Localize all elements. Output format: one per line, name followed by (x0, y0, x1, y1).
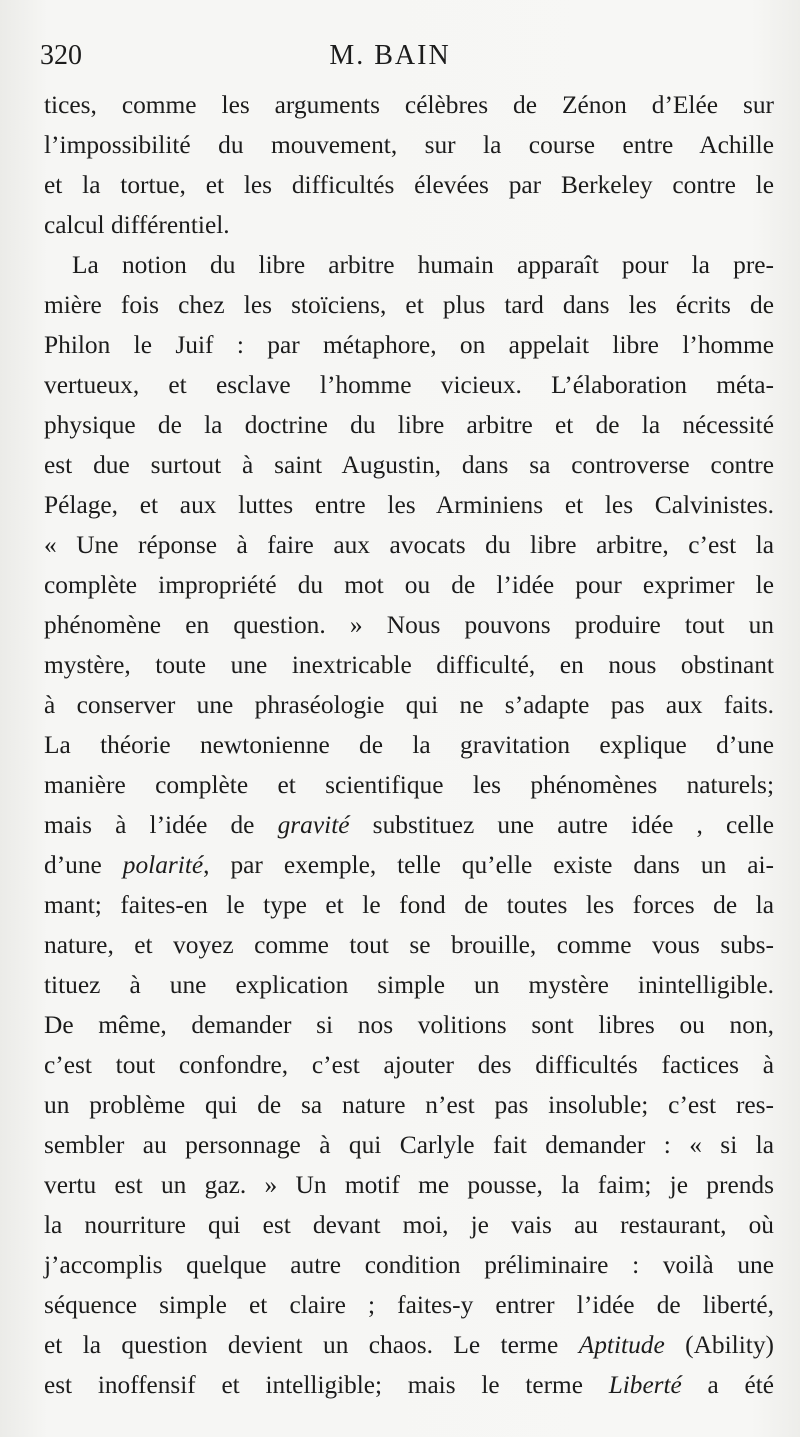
page-number: 320 (40, 40, 82, 71)
text-line (44, 1325, 774, 1365)
text-line: La théorie newtonienne de la gravitation explique d’une (44, 731, 774, 759)
italic-word: gravité (277, 811, 350, 839)
text-line: complète impropriété du mot ou de l’idée pour exprimer le (44, 571, 774, 599)
text-line (44, 1365, 774, 1405)
text-line (44, 805, 774, 845)
text-line: l’impossibilité du mouvement, sur la course entre Achille (44, 131, 774, 159)
text-line: tices, comme les arguments célèbres de Zénon d’Elée sur (44, 91, 774, 119)
text-line: c’est tout confondre, c’est ajouter des difficultés factices à (44, 1051, 774, 1079)
text-line: est due surtout à saint Augustin, dans sa controverse contre (44, 451, 774, 479)
text-line: mystère, toute une inextricable difficulté, en nous obstinant (44, 651, 774, 679)
text-segment: , par exemple, telle qu’elle existe dans un ai- (203, 851, 774, 879)
italic-word: polarité (122, 851, 204, 879)
text-line: un problème qui de sa nature n’est pas insoluble; c’est res- (44, 1091, 774, 1119)
text-segment: (Ability) (664, 1331, 774, 1359)
text-segment: d’une (44, 851, 123, 879)
italic-word: Aptitude (578, 1331, 665, 1359)
text-segment: substituez une autre idée , celle (349, 811, 774, 839)
text-line: « Une réponse à faire aux avocats du libre arbitre, c’est la (44, 531, 774, 559)
text-line: calcul différentiel. (44, 211, 230, 239)
paragraph-first-line: La notion du libre arbitre humain apparaît pour la pre- (72, 251, 774, 279)
text-line: mière fois chez les stoïciens, et plus tard dans les écrits de (44, 291, 774, 319)
page-header (40, 40, 740, 80)
text-line: la nourriture qui est devant moi, je vais au restaurant, où (44, 1211, 774, 1239)
text-line: et la tortue, et les difficultés élevées par Berkeley contre le (44, 171, 774, 199)
text-segment: et la question devient un chaos. Le terme (44, 1331, 579, 1359)
running-head: M. BAIN (329, 40, 451, 71)
text-segment: a été (681, 1371, 775, 1399)
italic-word: Liberté (608, 1371, 682, 1399)
text-line: Pélage, et aux luttes entre les Arminiens et les Calvinistes. (44, 491, 774, 519)
text-line: manière complète et scientifique les phénomènes naturels; (44, 771, 774, 799)
text-segment: mais à l’idée de (44, 811, 278, 839)
text-line: mant; faites-en le type et le fond de toutes les forces de la (44, 891, 774, 919)
text-line: vertueux, et esclave l’homme vicieux. L’élaboration méta- (44, 371, 774, 399)
text-line: sembler au personnage à qui Carlyle fait demander : « si la (44, 1131, 774, 1159)
text-line: j’accomplis quelque autre condition préliminaire : voilà une (44, 1251, 774, 1279)
text-line: vertu est un gaz. » Un motif me pousse, la faim; je prends (44, 1171, 774, 1199)
text-line (44, 845, 774, 885)
text-line: De même, demander si nos volitions sont libres ou non, (44, 1011, 774, 1039)
text-line: phénomène en question. » Nous pouvons produire tout un (44, 611, 774, 639)
text-line: à conserver une phraséologie qui ne s’adapte pas aux faits. (44, 691, 774, 719)
text-line: séquence simple et claire ; faites-y entrer l’idée de liberté, (44, 1291, 774, 1319)
text-line: physique de la doctrine du libre arbitre et de la nécessité (44, 411, 774, 439)
text-line: tituez à une explication simple un mystère inintelligible. (44, 971, 774, 999)
text-segment: est inoffensif et intelligible; mais le terme (44, 1371, 609, 1399)
body-text (44, 85, 774, 1405)
text-line: Philon le Juif : par métaphore, on appelait libre l’homme (44, 331, 774, 359)
text-line: nature, et voyez comme tout se brouille, comme vous subs- (44, 931, 774, 959)
